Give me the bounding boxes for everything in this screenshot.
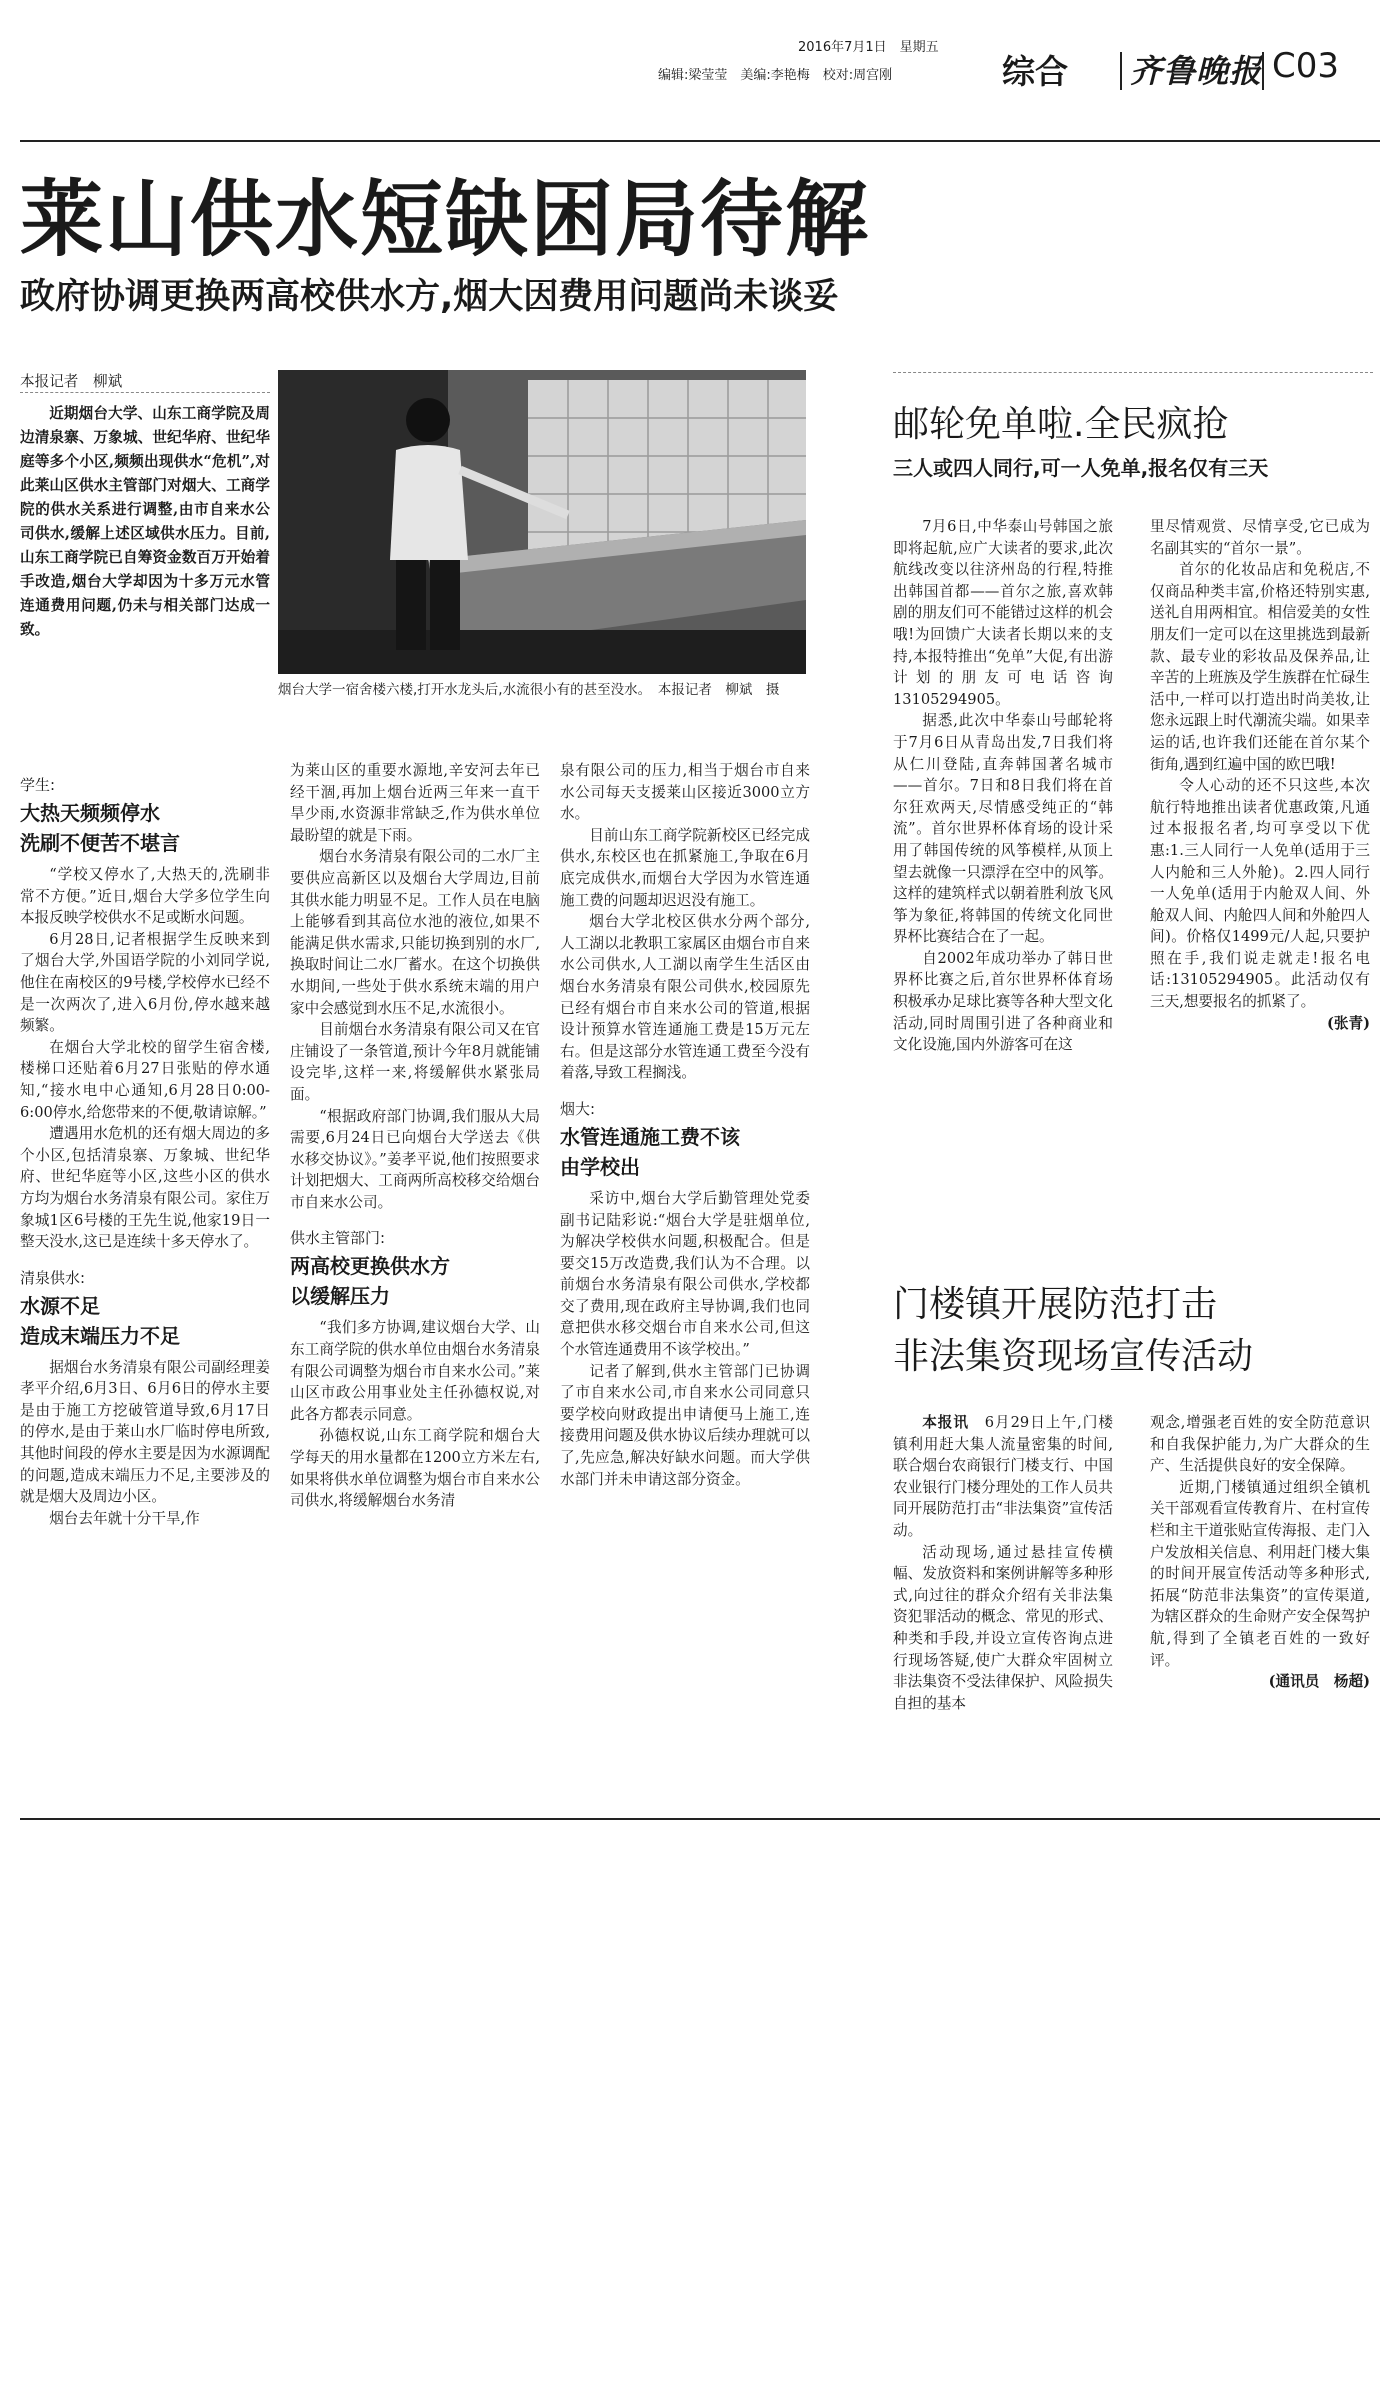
header-divider xyxy=(1120,52,1122,90)
col2-subhead-b: 以缓解压力 xyxy=(290,1284,390,1309)
paper-name-logo: 齐鲁晚报 xyxy=(1130,52,1263,90)
photo-caption-box xyxy=(278,680,806,700)
section-name: 综合 xyxy=(1002,52,1068,91)
main-column-3 xyxy=(560,760,810,1490)
col1-subhead-1b: 洗刷不便苦不堪言 xyxy=(20,831,180,855)
story2-column-a xyxy=(893,516,1113,1056)
col2-p1: 为莱山区的重要水源地,辛安河去年已经干涸,再加上烟台近两三年来一直干旱少雨,水资源非常缺乏,作为供水单位最盼望的就是下雨。 xyxy=(290,762,540,844)
col1-p2: 6月28日,记者根据学生反映来到了烟台大学,外国语学院的小刘同学说,他住在南校区的9号楼,学校停水已经不是一次两次了,进入6月份,停水越来越频繁。 xyxy=(20,930,270,1035)
col1-section-label-1: 学生: xyxy=(20,776,56,794)
header-rule xyxy=(20,140,1380,142)
col1-p5: 据烟台水务清泉有限公司副经理姜孝平介绍,6月3日、6月6日的停水主要是由于施工方挖破管道导致,6月17日的停水,是由于莱山水厂临时停电所致,其他时间段的停水主要是因为水源调配的问题,造成末端压力不足,主要涉及的就是烟大及周边小区。 xyxy=(20,1358,270,1506)
col3-subhead-a: 水管连通施工费不该 xyxy=(560,1124,740,1149)
story2-b-p1: 里尽情观赏、尽情享受,它已成为名副其实的“首尔一景”。 xyxy=(1150,518,1370,557)
story3-column-a xyxy=(893,1412,1113,1714)
story3-a-p2: 活动现场,通过悬挂宣传横幅、发放资料和案例讲解等多种形式,向过往的群众介绍有关非法集资犯罪活动的概念、常见的形式、种类和手段,并设立宣传咨询点进行现场答疑,使广大群众牢固树立非法集资不受法律保护、风险损失自担的基本 xyxy=(893,1543,1113,1712)
col2-p6: 孙德权说,山东工商学院和烟台大学每天的用水量都在1200立方米左右,如果将供水单位调整为烟台市自来水公司供水,将缓解烟台水务清 xyxy=(290,1427,540,1510)
col1-p4: 遭遇用水危机的还有烟大周边的多个小区,包括清泉寨、万象城、世纪华府、世纪华庭等小区,这些小区的供水方均为烟台水务清泉有限公司。家住万象城1区6号楼的王先生说,他家19日一整天没水,这已是连续十多天停水了。 xyxy=(20,1125,270,1251)
story2-a-p1: 7月6日,中华泰山号韩国之旅即将起航,应广大读者的要求,此次航线改变以往济州岛的行程,特推出韩国首都——首尔之旅,喜欢韩剧的朋友们可不能错过这样的机会哦!为回馈广大读者长期以来的支持,本报特推出“免单”大促,有出游计划的朋友可电话咨询13105294905。 xyxy=(893,518,1113,708)
col3-subhead-b: 由学校出 xyxy=(560,1154,640,1179)
story3-credit: (通讯员 杨超) xyxy=(1268,1673,1370,1691)
col2-p5: “我们多方协调,建议烟台大学、山东工商学院的供水单位由烟台水务清泉有限公司调整为烟台市自来水公司。”莱山区市政公用事业处主任孙德权说,对此各方都表示同意。 xyxy=(290,1319,540,1423)
story3-headline-2: 非法集资现场宣传活动 xyxy=(893,1336,1254,1377)
col2-p3: 目前烟台水务清泉有限公司又在官庄铺设了一条管道,预计今年8月就能铺设完毕,这样一来,将缓解供水紧张局面。 xyxy=(290,1021,540,1103)
col1-p3: 在烟台大学北校的留学生宿舍楼,楼梯口还贴着6月27日张贴的停水通知,“接水电中心通知,6月28日0:00-6:00停水,给您带来的不便,敬请谅解。” xyxy=(20,1038,270,1121)
col3-p5: 记者了解到,供水主管部门已协调了市自来水公司,市自来水公司同意只要学校向财政提出申请便马上施工,连接费用问题及供水协议后续办理就可以了,先应急,解决好缺水问题。而大学供水部门并未申请这部分资金。 xyxy=(560,1362,810,1488)
story3-b-p1: 观念,增强老百姓的安全防范意识和自我保护能力,为广大群众的生产、生活提供良好的安全保障。 xyxy=(1150,1414,1370,1475)
main-subheadline: 政府协调更换两高校供水方,烟大因费用问题尚未谈妥 xyxy=(20,277,839,317)
photo-caption: 烟台大学一宿舍楼六楼,打开水龙头后,水流很小有的甚至没水。 本报记者 柳斌 摄 xyxy=(278,682,780,698)
story3-lead-label: 本报讯 xyxy=(922,1414,970,1431)
story2-a-p2: 据悉,此次中华泰山号邮轮将于7月6日从青岛出发,7日我们将从仁川登陆,直奔韩国著名城市——首尔。7日和8日我们将在首尔狂欢两天,尽情感受纯正的“韩流”。首尔世界杯体育场的设计采用了韩国传统的风筝模样,从顶上望去就像一只漂浮在空中的风筝。这样的建筑样式以朝着胜利放飞风筝为象征,将韩国的传统文化同世界杯比赛结合在了一起。 xyxy=(893,712,1113,946)
story3-b-p2: 近期,门楼镇通过组织全镇机关干部观看宣传教育片、在村宣传栏和主干道张贴宣传海报、走门入户发放相关信息、利用赶门楼大集的时间开展宣传活动等多种形式,拓展“防范非法集资”的宣传渠道,为辖区群众的生命财产安全保驾护航,得到了全镇老百姓的一致好评。 xyxy=(1150,1478,1370,1669)
col2-subhead-a: 两高校更换供水方 xyxy=(290,1254,450,1279)
story3-headline-1: 门楼镇开展防范打击 xyxy=(893,1284,1218,1325)
story2-subheadline: 三人或四人同行,可一人免单,报名仅有三天 xyxy=(893,456,1269,480)
col1-subhead-2b: 造成末端压力不足 xyxy=(20,1323,180,1348)
col1-subhead-2a: 水源不足 xyxy=(20,1293,100,1318)
story2-b-p2: 首尔的化妆品店和免税店,不仅商品种类丰富,价格还特别实惠,送礼自用两相宜。相信爱美的女性朋友们一定可以在这里挑选到最新款、最专业的彩妆品及保养品,让辛苦的上班族及学生族群在忙碌生活中,一样可以打造出时尚美妆,让您永远跟上时代潮流尖端。如果幸运的话,也许我们还能在首尔某个街角,遇到红遍中国的欧巴哦! xyxy=(1150,561,1370,773)
story2-credit: (张青) xyxy=(1327,1014,1370,1032)
col2-section-label: 供水主管部门: xyxy=(290,1229,386,1248)
col1-subhead-2 xyxy=(20,1291,270,1351)
col1-p1: “学校又停水了,大热天的,洗刷非常不方便。”近日,烟台大学多位学生向本报反映学校供水不足或断水问题。 xyxy=(20,866,270,927)
story2-top-rule xyxy=(893,372,1373,373)
col3-p2: 目前山东工商学院新校区已经完成供水,东校区也在抓紧施工,争取在6月底完成供水,而烟台大学因为水管连通施工费的问题却迟迟没有施工。 xyxy=(560,826,810,909)
photo-illustration xyxy=(278,370,806,674)
bottom-rule xyxy=(20,1818,1380,1820)
col2-p4: “根据政府部门协调,我们服从大局需要,6月24日已向烟台大学送去《供水移交协议》。”姜孝平说,他们按照要求计划把烟大、工商两所高校移交给烟台市自来水公司。 xyxy=(290,1107,540,1211)
col3-p4: 采访中,烟台大学后勤管理处党委副书记陆彩说:“烟台大学是驻烟单位,为解决学校供水问题,积极配合。但是要交15万改造费,我们认为不合理。以前烟台水务清泉有限公司供水,学校都交了费用,现在政府主导协调,我们也同意把供水移交烟台市自来水公司,但这个水管连通费用不该学校出。” xyxy=(560,1189,810,1359)
col3-p3: 烟台大学北校区供水分两个部分,人工湖以北教职工家属区由烟台市自来水公司供水,人工湖以南学生生活区由烟台水务清泉有限公司供水,校园原先已经有烟台市自来水公司的管道,根据设计预算水管连通施工费是15万元左右。但是这部分水管连通工费至今没有着落,导致工程搁浅。 xyxy=(560,913,810,1082)
col1-subhead-1a: 大热天频频停水 xyxy=(20,801,160,825)
main-column-2 xyxy=(290,760,540,1512)
story2-b-p3: 令人心动的还不只这些,本次航行特地推出读者优惠政策,凡通过本报报名者,均可享受以下优惠:1.三人同行一人免单(适用于三人内舱和三人外舱)。2.四人同行一人免单(适用于内舱双人间、外舱双人间、内舱四人间和外舱四人间)。价格仅1499元/人起,只要护照在手,我们说走就走!报名电话:13105294905。此活动仅有三天,想要报名的抓紧了。 xyxy=(1150,777,1370,1011)
header-divider-2 xyxy=(1262,52,1264,90)
col2-subhead xyxy=(290,1251,540,1311)
col1-subhead-1 xyxy=(20,798,270,858)
col3-subhead xyxy=(560,1122,810,1182)
col1-p6: 烟台去年就十分干旱,作 xyxy=(49,1509,200,1527)
lead-paragraph: 近期烟台大学、山东工商学院及周边清泉寨、万象城、世纪华府、世纪华庭等多个小区,频频出现供水“危机”,对此莱山区供水主管部门对烟大、工商学院的供水关系进行调整,由市自来水公司供水,缓解上述区域供水压力。目前,山东工商学院已自筹资金数百万开始着手改造,烟台大学却因为十多万元水管连通费用问题,仍未与相关部门达成一致。 xyxy=(20,405,270,638)
page-number: C03 xyxy=(1272,46,1340,86)
main-column-1 xyxy=(20,760,270,1529)
editors-line: 编辑:梁莹莹 美编:李艳梅 校对:周宫刚 xyxy=(658,68,893,83)
story3-a-p1 xyxy=(893,1412,1113,1542)
col3-section-label: 烟大: xyxy=(560,1099,596,1118)
story2-headline: 邮轮免单啦.全民疯抢 xyxy=(893,404,1229,445)
story2-a-p3: 自2002年成功举办了韩日世界杯比赛之后,首尔世界杯体育场积极承办足球比赛等各种大型文化活动,同时周围引进了各种商业和文化设施,国内外游客可在这 xyxy=(893,949,1113,1054)
main-headline: 莱山供水短缺困局待解 xyxy=(20,171,870,268)
col1-section-label-2: 清泉供水: xyxy=(20,1268,86,1287)
date-line: 2016年7月1日 星期五 xyxy=(798,40,939,55)
byline-rule xyxy=(20,392,270,393)
lead-paragraph-box xyxy=(20,402,270,642)
col3-p1: 泉有限公司的压力,相当于烟台市自来水公司每天支援莱山区接近3000立方水。 xyxy=(560,762,810,823)
story2-column-b xyxy=(1150,516,1370,1035)
story3-a-p1-text: 6月29日上午,门楼镇利用赶大集人流量密集的时间,联合烟台农商银行门楼支行、中国农业银行门楼分理处的工作人员共同开展防范打击“非法集资”宣传活动。 xyxy=(893,1414,1113,1539)
news-photo xyxy=(278,370,806,674)
story3-column-b xyxy=(1150,1412,1370,1693)
col2-p2: 烟台水务清泉有限公司的二水厂主要供应高新区以及烟台大学周边,目前其供水能力明显不足。工作人员在电脑上能够看到其高位水池的液位,如果不能满足供水需求,只能切换到别的水厂,换取时间让二水厂蓄水。在这个切换供水期间,一些处于供水系统末端的用户家中会感觉到水压不足,水流很小。 xyxy=(290,848,540,1017)
byline: 本报记者 柳斌 xyxy=(20,373,123,390)
